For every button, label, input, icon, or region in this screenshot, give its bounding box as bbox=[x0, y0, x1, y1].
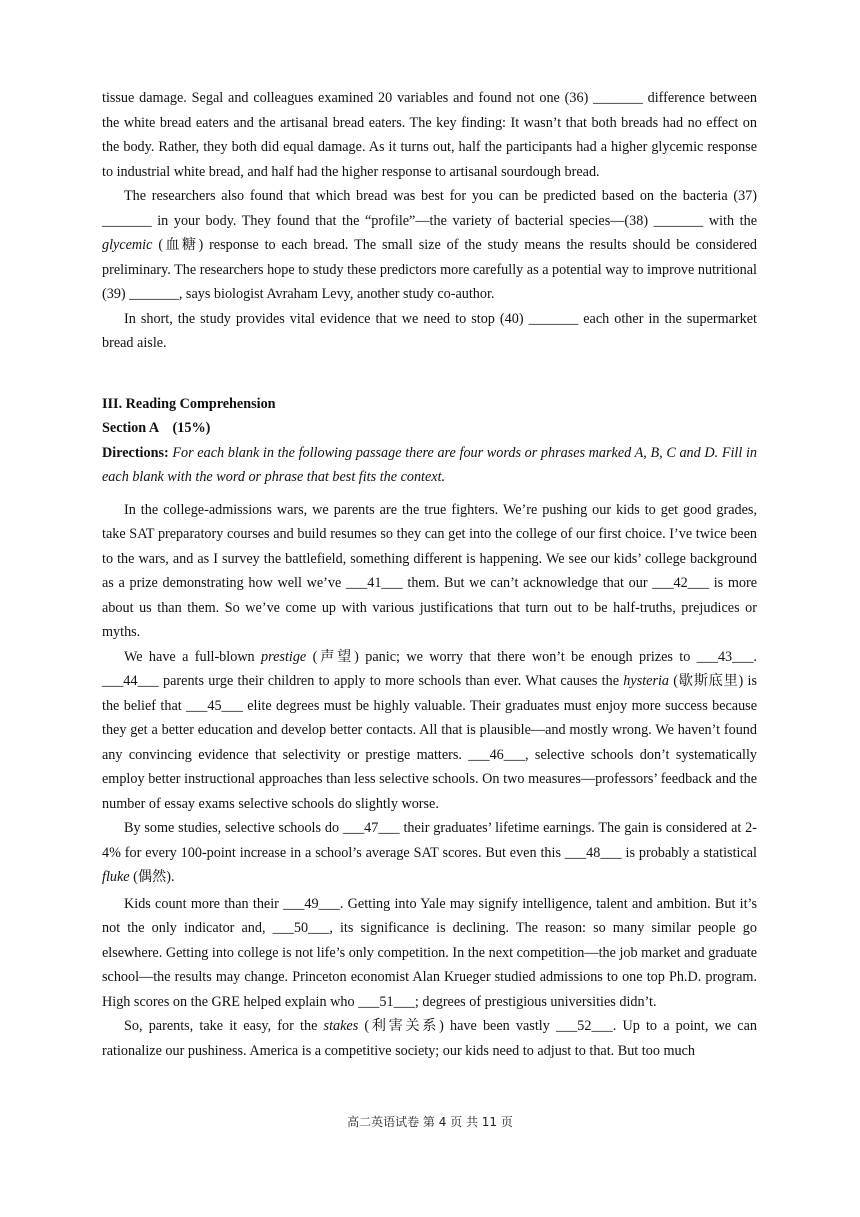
passage2-paragraph-5: So, parents, take it easy, for the stakes (利害关系) have been vastly ___52___. Up to a point, we can rationalize our pushiness. America is a competitive society; our kids need to adjust to that. But too much bbox=[102, 1018, 757, 1059]
section-title: Section A (15%) bbox=[102, 420, 211, 436]
directions-label: Directions: bbox=[102, 444, 169, 461]
passage2-paragraph-2: We have a full-blown prestige (声望) panic; we worry that there won’t be enough prizes to ___43___. ___44___ parents urge their children to apply to more schools than ever. What causes the hysteria (歇斯底里) is the belief that ___45___ elite degrees must be highly valuable. Their graduates must enjoy more success because they get a better education and develop better contacts. All that is plausible—and mostly wrong. We haven’t found any convincing evidence that selectivity or prestige matters. ___46___, selective schools don’t systematically employ better instructional approaches than less selective schools. On two measures—professors’ feedback and the number of essay exams selective schools do slightly worse. bbox=[102, 648, 757, 812]
directions-text: For each blank in the following passage there are four words or phrases marked A, B, C and D. Fill in each blank with the word or phrase that best fits the context. bbox=[102, 444, 758, 485]
part-title: III. Reading Comprehension bbox=[102, 395, 276, 412]
directions bbox=[102, 441, 757, 490]
passage2-paragraph-3: By some studies, selective schools do ___47___ their graduates’ lifetime earnings. The gain is considered at 2-4% for every 100-point increase in a school’s average SAT scores. But even this ___48___ is probably a statistical fluke (偶然). bbox=[102, 820, 757, 885]
passage1-paragraph-2: The researchers also found that which bread was best for you can be predicted based on the bacteria (37) _______ in your body. They found that the “profile”—the variety of bacterial species—(38) _______ with the glycemic (血糖) response to each bread. The small size of the study means the results should be considered preliminary. The researchers hope to study these predictors more carefully as a potential way to improve nutritional (39) _______, says biologist Avraham Levy, another study co-author. bbox=[102, 188, 757, 302]
passage1-paragraph-3: In short, the study provides vital evidence that we need to stop (40) _______ each other in the supermarket bread aisle. bbox=[102, 310, 757, 351]
passage2-paragraph-4: Kids count more than their ___49___. Getting into Yale may signify intelligence, talent and ambition. But it’s not the only indicator and, ___50___, its significance is declining. The reason: so many similar people go elsewhere. Getting into college is not life’s only competition. In the next competition—the job market and graduate school—the results may change. Princeton economist Alan Krueger studied admissions to one top Ph.D. program. High scores on the GRE helped explain who ___51___; degrees of prestigious universities didn’t. bbox=[102, 895, 757, 1010]
document-page bbox=[102, 86, 757, 1063]
passage1-paragraph-1: tissue damage. Segal and colleagues examined 20 variables and found not one (36) _______ difference between the white bread eaters and the artisanal bread eaters. The key finding: It wasn’t that both breads had no effect on the body. Rather, they both did equal damage. As it turns out, half the participants had a higher glycemic response to industrial white bread, and half had the higher response to artisanal sourdough bread. bbox=[102, 90, 757, 180]
page-footer: 高二英语试卷 第 4 页 共 11 页 bbox=[347, 1115, 513, 1129]
passage2-paragraph-1: In the college-admissions wars, we parents are the true fighters. We’re pushing our kids to get good grades, take SAT preparatory courses and build resumes so they can get into the college of our first choice. I’ve twice been to the wars, and as I survey the battlefield, something different is happening. We see our kids’ college background as a prize demonstrating how well we’ve ___41___ them. But we can’t acknowledge that our ___42___ is more about us than them. So we’ve come up with various justifications that turn out to be half-truths, prejudices or myths. bbox=[102, 501, 757, 640]
